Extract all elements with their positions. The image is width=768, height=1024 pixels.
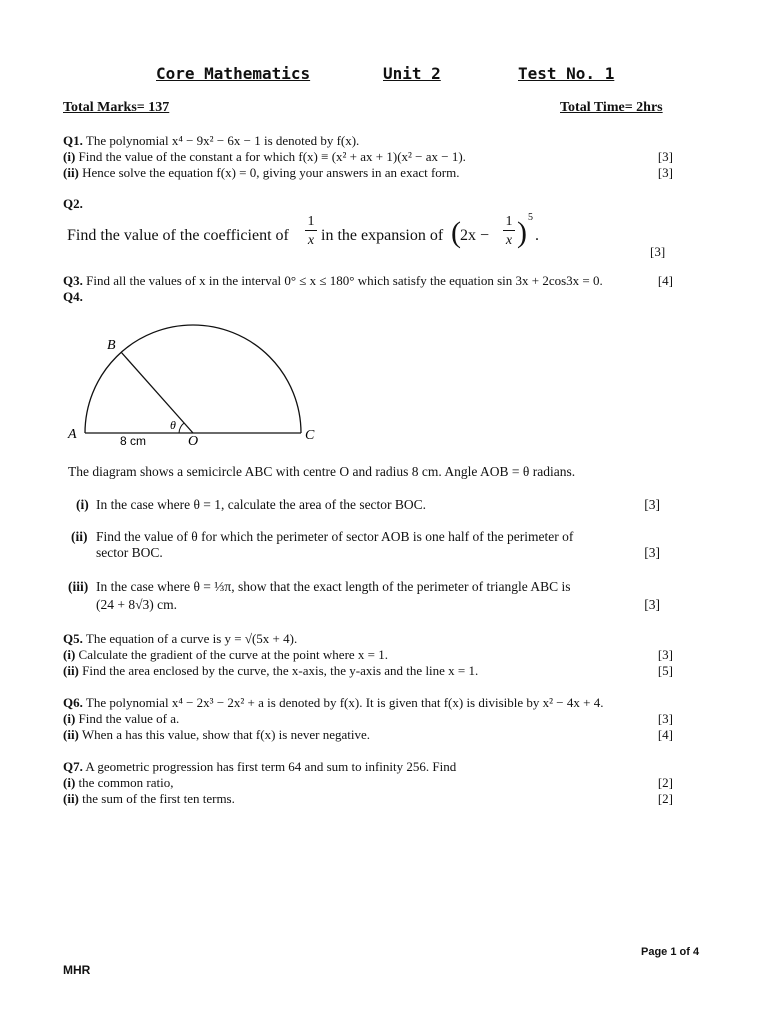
footer-code: MHR (63, 963, 91, 977)
q1-i-marks: [3] (657, 149, 673, 164)
label-theta: θ (170, 418, 176, 432)
q6-i-marks: [3] (657, 711, 673, 726)
q4-part-i (68, 497, 660, 513)
label-length: 8 cm (120, 434, 147, 448)
q5-i-marks: [3] (657, 647, 673, 662)
q3-marks: [4] (657, 273, 673, 288)
label-a: A (68, 427, 77, 442)
q7-label: Q7. (63, 759, 83, 774)
q4-iii-text-1: In the case where θ = ⅓π, show that the exact length of the perimeter of triangle ABC is (96, 579, 571, 594)
page-number: Page 1 of 4 (641, 946, 700, 958)
q2-frac-num: 1 (305, 214, 317, 231)
subject-title: Core Mathematics (156, 64, 311, 83)
q2-expr-num: 1 (503, 214, 515, 231)
question-1 (63, 133, 673, 181)
semicircle-arc (85, 325, 301, 433)
q4-part-iii (68, 579, 660, 611)
q7-i-label: (i) (63, 775, 76, 790)
q4-iii-text-2: (24 + 8√3) cm. (96, 597, 178, 612)
q2-label: Q2. (63, 196, 83, 211)
q6-ii-marks: [4] (657, 727, 673, 742)
label-o: O (188, 434, 199, 449)
q1-i-label: (i) (63, 149, 76, 164)
q4-ii-marks: [3] (644, 545, 660, 560)
q5-i-text: Calculate the gradient of the curve at the point where x = 1. (75, 647, 388, 662)
q4-i-marks: [3] (644, 497, 660, 512)
q1-ii-text: Hence solve the equation f(x) = 0, giving your answers in an exact form. (78, 165, 460, 180)
q6-i-text: Find the value of a. (75, 711, 180, 726)
q2-expr-a: 2x − (460, 227, 490, 244)
q2-power: 5 (528, 212, 533, 223)
q4-part-ii (68, 529, 660, 561)
label-b: B (107, 338, 116, 353)
semicircle-diagram (60, 315, 330, 455)
label-c: C (305, 428, 315, 443)
q7-ii-text: the sum of the first ten terms. (78, 791, 235, 806)
q6-stem: The polynomial x⁴ − 2x³ − 2x² + a is denoted by f(x). It is given that f(x) is divisible by x² − 4x + 4. (82, 695, 604, 710)
q3-label: Q3. (63, 273, 83, 288)
q6-i-label: (i) (63, 711, 76, 726)
q2-open-paren: ( (451, 216, 461, 249)
q7-i-marks: [2] (657, 775, 673, 790)
test-title: Test No. 1 (518, 64, 615, 83)
q7-stem: A geometric progression has first term 64 and sum to infinity 256. Find (82, 759, 457, 774)
q1-ii-label: (ii) (63, 165, 79, 180)
q2-close-paren: ) (517, 216, 527, 249)
q6-label: Q6. (63, 695, 83, 710)
q4-iii-label: (iii) (68, 579, 89, 594)
question-6 (63, 695, 673, 743)
question-5 (63, 631, 673, 679)
q4-ii-label: (ii) (71, 529, 88, 544)
q4-label: Q4. (63, 289, 83, 304)
q5-ii-text: Find the area enclosed by the curve, the x-axis, the y-axis and the line x = 1. (78, 663, 479, 678)
q4-i-text: In the case where θ = 1, calculate the area of the sector BOC. (96, 497, 427, 512)
unit-title: Unit 2 (383, 64, 441, 83)
q3-text: Find all the values of x in the interval 0° ≤ x ≤ 180° which satisfy the equation sin 3x + 2cos3x = 0. (82, 273, 603, 288)
question-2 (67, 214, 672, 254)
q2-text-b: in the expansion of (321, 227, 444, 244)
q5-stem: The equation of a curve is y = √(5x + 4). (82, 631, 298, 646)
q7-ii-marks: [2] (657, 791, 673, 806)
q4-intro: The diagram shows a semicircle ABC with centre O and radius 8 cm. Angle AOB = θ radians. (68, 464, 576, 479)
q7-ii-label: (ii) (63, 791, 79, 806)
q2-text-a: Find the value of the coefficient of (67, 227, 289, 244)
q5-ii-marks: [5] (657, 663, 673, 678)
q2-marks: [3] (650, 244, 666, 259)
q1-ii-marks: [3] (657, 165, 673, 180)
q2-period: . (535, 227, 539, 244)
total-time: Total Time= 2hrs (560, 100, 663, 115)
q2-expr-den: x (505, 233, 513, 248)
q5-label: Q5. (63, 631, 83, 646)
radius-ob (121, 352, 193, 433)
q2-frac-den: x (307, 233, 315, 248)
q5-ii-label: (ii) (63, 663, 79, 678)
q4-iii-marks: [3] (644, 597, 660, 612)
q4-i-label: (i) (76, 497, 89, 512)
q7-i-text: the common ratio, (75, 775, 174, 790)
q4-ii-text-2: sector BOC. (96, 545, 163, 560)
q1-i-text: Find the value of the constant a for which f(x) ≡ (x² + ax + 1)(x² − ax − 1). (75, 149, 466, 164)
q4-ii-text-1: Find the value of θ for which the perimeter of sector AOB is one half of the perimeter of (96, 529, 574, 544)
q1-stem: The polynomial x⁴ − 9x² − 6x − 1 is denoted by f(x). (82, 133, 360, 148)
question-7 (63, 759, 673, 807)
q6-ii-label: (ii) (63, 727, 79, 742)
total-marks: Total Marks= 137 (63, 100, 170, 115)
question-3 (63, 273, 673, 289)
q5-i-label: (i) (63, 647, 76, 662)
angle-arc (179, 423, 184, 433)
q1-label: Q1. (63, 133, 83, 148)
q6-ii-text: When a has this value, show that f(x) is never negative. (78, 727, 370, 742)
